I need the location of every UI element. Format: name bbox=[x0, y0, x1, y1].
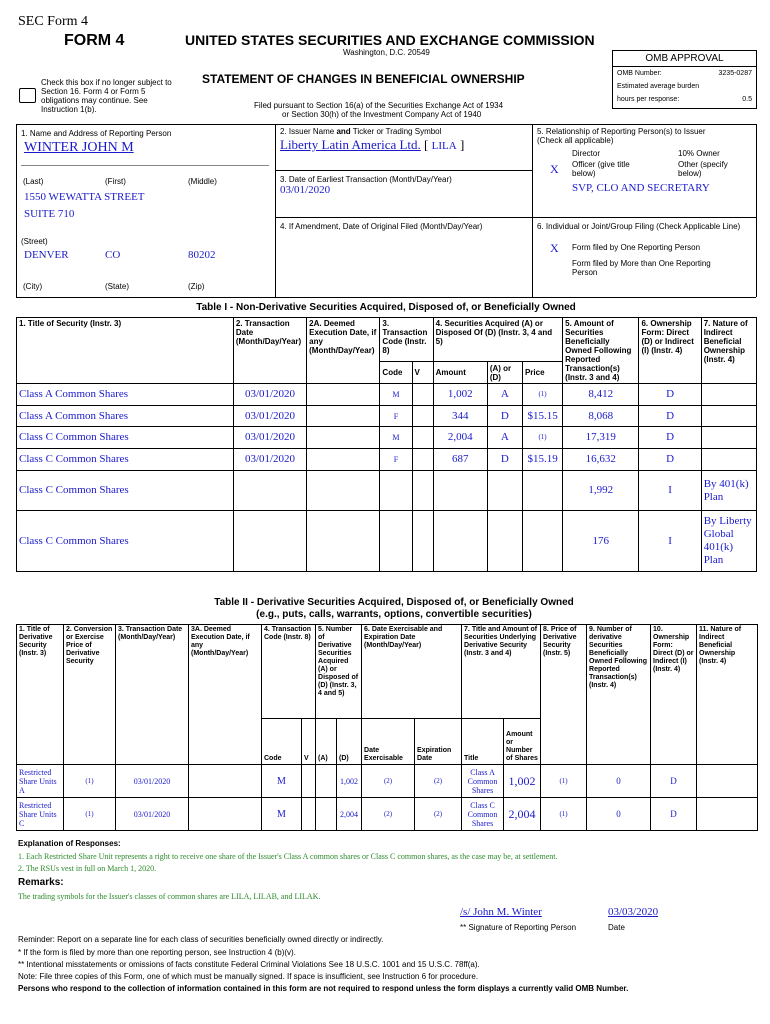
omb-number: 3235-0287 bbox=[718, 70, 752, 77]
t2-cell-price: (1) bbox=[541, 765, 587, 798]
one-person-check-mark[interactable]: X bbox=[550, 241, 559, 255]
state-value: CO bbox=[105, 249, 121, 261]
t1-sub-code: Code bbox=[380, 362, 412, 384]
t1-cell-date: 03/01/2020 bbox=[233, 427, 306, 449]
filed-pursuant-2: or Section 30(h) of the Investment Company Act of 1940 bbox=[282, 110, 482, 119]
table-row bbox=[17, 406, 757, 427]
t1-header-code: 3. Transaction Code (Instr. 8) bbox=[380, 318, 433, 362]
t1-cell-ad bbox=[487, 511, 522, 572]
t2-header-form: 10. Ownership Form: Direct (D) or Indirect (I) (Instr. 4) bbox=[651, 625, 697, 765]
t2-cell-exercisable: (2) bbox=[362, 765, 415, 798]
t1-cell-form: D bbox=[639, 427, 701, 449]
box3-label: 3. Date of Earliest Transaction (Month/Day/Year) bbox=[280, 175, 452, 184]
omb-hours: 0.5 bbox=[742, 96, 752, 103]
t1-cell-ad bbox=[487, 471, 522, 511]
remarks-heading: Remarks: bbox=[18, 877, 64, 888]
t1-sub-amount: Amount bbox=[433, 362, 487, 384]
t2-cell-conversion: (1) bbox=[64, 798, 116, 831]
box2-label: 2. Issuer Name and Ticker or Trading Symbol bbox=[280, 127, 442, 136]
t1-cell-deemed bbox=[307, 406, 380, 427]
t1-header-amount-owned: 5. Amount of Securities Beneficially Owned Following Reported Transaction(s) (Instr. 3 and 4) bbox=[563, 318, 639, 384]
table-row bbox=[17, 798, 758, 831]
omb-notice: Persons who respond to the collection of information contained in this form are not required to respond unless the form displays a currently valid OMB Number. bbox=[18, 984, 629, 993]
t1-cell-nature bbox=[701, 406, 756, 427]
t1-cell-form: I bbox=[639, 511, 701, 572]
t2-header-underlying: 7. Title and Amount of Securities Underlying Derivative Security (Instr. 3 and 4) bbox=[462, 625, 541, 719]
t2-header-deemed: 3A. Deemed Execution Date, if any (Month/Day/Year) bbox=[189, 625, 262, 765]
t1-cell-date: 03/01/2020 bbox=[233, 384, 306, 406]
no-longer-subject-checkbox[interactable] bbox=[19, 88, 36, 103]
t2-cell-a bbox=[316, 798, 337, 831]
date-label: Date bbox=[608, 923, 625, 932]
table-row bbox=[17, 765, 758, 798]
t2-cell-security: Restricted Share Units C bbox=[17, 798, 64, 831]
t2-cell-date: 03/01/2020 bbox=[116, 765, 189, 798]
t1-cell-title: Class C Common Shares bbox=[17, 427, 234, 449]
table-row bbox=[17, 449, 757, 471]
t1-cell-price bbox=[522, 511, 562, 572]
ten-percent-option: 10% Owner bbox=[678, 149, 720, 158]
officer-check-mark[interactable]: X bbox=[550, 162, 559, 176]
t1-cell-price: (1) bbox=[522, 427, 562, 449]
signature-label: ** Signature of Reporting Person bbox=[460, 923, 577, 932]
t1-cell-v bbox=[412, 384, 433, 406]
table-row bbox=[17, 384, 757, 406]
t1-cell-deemed bbox=[307, 427, 380, 449]
other-option: Other (specify below) bbox=[678, 160, 728, 178]
t2-sub-exp: Expiration Date bbox=[415, 719, 462, 765]
remarks-text: The trading symbols for the Issuer's classes of common shares are LILA, LILAB, and LILAK. bbox=[18, 892, 321, 901]
city-label: (City) bbox=[23, 282, 43, 291]
t2-cell-v bbox=[302, 798, 316, 831]
t1-cell-code: F bbox=[380, 406, 412, 427]
t1-cell-deemed bbox=[307, 449, 380, 471]
t2-header-nature: 11. Nature of Indirect Beneficial Ownership (Instr. 4) bbox=[697, 625, 758, 765]
no-longer-subject-text: Check this box if no longer subject to Section 16. Form 4 or Form 5 obligations may continue. See Instruction 1(b). bbox=[41, 78, 172, 114]
omb-hours-label: hours per response: bbox=[617, 96, 680, 103]
t2-header-exercisable: 6. Date Exercisable and Expiration Date (Month/Day/Year) bbox=[362, 625, 462, 719]
t1-sub-v: V bbox=[412, 362, 433, 384]
t1-cell-code: M bbox=[380, 427, 412, 449]
t1-cell-code: F bbox=[380, 449, 412, 471]
t2-cell-owned: 0 bbox=[587, 765, 651, 798]
t1-cell-nature bbox=[701, 427, 756, 449]
instruction-star-2: ** Intentional misstatements or omissions of facts constitute Federal Criminal Violations See 18 U.S.C. 1001 and 15 U.S.C. 78ff(a). bbox=[18, 960, 480, 969]
last-label: (Last) bbox=[23, 177, 44, 186]
form-title: FORM 4 bbox=[64, 32, 125, 49]
t1-cell-nature: By Liberty Global 401(k) Plan bbox=[701, 511, 756, 572]
t2-cell-amount: 1,002 bbox=[504, 765, 541, 798]
t2-sub-title: Title bbox=[462, 719, 504, 765]
t2-cell-conversion: (1) bbox=[64, 765, 116, 798]
explanation-heading: Explanation of Responses: bbox=[18, 839, 121, 848]
t1-cell-ad: D bbox=[487, 406, 522, 427]
t2-header-number: 5. Number of Derivative Securities Acquired (A) or Disposed of (D) (Instr. 3, 4 and 5) bbox=[316, 625, 362, 719]
t1-cell-nature bbox=[701, 384, 756, 406]
t2-cell-amount: 2,004 bbox=[504, 798, 541, 831]
t2-cell-v bbox=[302, 765, 316, 798]
t1-cell-v bbox=[412, 449, 433, 471]
t1-cell-form: D bbox=[639, 406, 701, 427]
t2-cell-exercisable: (2) bbox=[362, 798, 415, 831]
t1-cell-title: Class A Common Shares bbox=[17, 384, 234, 406]
t2-cell-d: 2,004 bbox=[337, 798, 362, 831]
box4-label: 4. If Amendment, Date of Original Filed (Month/Day/Year) bbox=[280, 222, 483, 231]
signature-date: 03/03/2020 bbox=[608, 906, 659, 918]
street-label: (Street) bbox=[21, 237, 48, 246]
t1-cell-owned: 8,068 bbox=[563, 406, 639, 427]
reporting-person-name[interactable]: WINTER JOHN M bbox=[24, 140, 134, 155]
t2-sub-v: V bbox=[302, 719, 316, 765]
t1-cell-owned: 16,632 bbox=[563, 449, 639, 471]
t2-header-owned: 9. Number of derivative Securities Beneficially Owned Following Reported Transaction(s) (Instr. 4) bbox=[587, 625, 651, 765]
t1-cell-ad: A bbox=[487, 427, 522, 449]
t2-cell-code: M bbox=[262, 765, 302, 798]
t1-header-nature: 7. Nature of Indirect Beneficial Ownership (Instr. 4) bbox=[701, 318, 756, 384]
table2-body bbox=[17, 765, 758, 831]
more-person-option: Form filed by More than One Reporting Person bbox=[572, 259, 711, 277]
issuer-name-link[interactable]: Liberty Latin America Ltd. bbox=[280, 137, 421, 152]
t1-cell-deemed bbox=[307, 471, 380, 511]
t1-header-title: 1. Title of Security (Instr. 3) bbox=[17, 318, 234, 384]
t2-cell-d: 1,002 bbox=[337, 765, 362, 798]
t2-cell-expiration: (2) bbox=[415, 765, 462, 798]
director-option: Director bbox=[572, 149, 601, 158]
t2-cell-title: Class C Common Shares bbox=[462, 798, 504, 831]
t2-cell-nature bbox=[697, 765, 758, 798]
t1-cell-nature bbox=[701, 449, 756, 471]
omb-approval-box bbox=[612, 50, 757, 109]
t1-cell-code bbox=[380, 471, 412, 511]
t2-header-conversion: 2. Conversion or Exercise Price of Derivative Security bbox=[64, 625, 116, 765]
signature: /s/ John M. Winter bbox=[460, 906, 542, 918]
t1-header-ownership-form: 6. Ownership Form: Direct (D) or Indirect (I) (Instr. 4) bbox=[639, 318, 701, 384]
officer-title: SVP, CLO AND SECRETARY bbox=[572, 182, 710, 194]
t1-cell-amount: 2,004 bbox=[433, 427, 487, 449]
sec-form-label: SEC Form 4 bbox=[18, 14, 89, 29]
city-value: DENVER bbox=[24, 249, 69, 261]
footnote-1: 1. Each Restricted Share Unit represents a right to receive one share of the Issuer's Class A common shares or Class C common shares, as the case may be, at settlement. bbox=[18, 852, 558, 861]
t1-cell-amount: 344 bbox=[433, 406, 487, 427]
t2-cell-deemed bbox=[189, 798, 262, 831]
t1-cell-form: I bbox=[639, 471, 701, 511]
table1 bbox=[16, 317, 757, 572]
t2-sub-a: (A) bbox=[316, 719, 337, 765]
commission-title: UNITED STATES SECURITIES AND EXCHANGE COMMISSION bbox=[185, 32, 595, 48]
t1-sub-aord: (A) or (D) bbox=[487, 362, 522, 384]
statement-title: STATEMENT OF CHANGES IN BENEFICIAL OWNERSHIP bbox=[202, 72, 525, 86]
t1-cell-code: M bbox=[380, 384, 412, 406]
t1-cell-owned: 8,412 bbox=[563, 384, 639, 406]
t2-cell-owned: 0 bbox=[587, 798, 651, 831]
state-label: (State) bbox=[105, 282, 130, 291]
zip-value: 80202 bbox=[188, 249, 216, 261]
t1-cell-form: D bbox=[639, 449, 701, 471]
t1-cell-nature: By 401(k) Plan bbox=[701, 471, 756, 511]
table1-body bbox=[17, 384, 757, 572]
t2-cell-deemed bbox=[189, 765, 262, 798]
t2-sub-d: (D) bbox=[337, 719, 362, 765]
t1-cell-price bbox=[522, 471, 562, 511]
reminder-text: Reminder: Report on a separate line for each class of securities beneficially owned directly or indirectly. bbox=[18, 935, 384, 944]
t2-sub-amount: Amount or Number of Shares bbox=[504, 719, 541, 765]
t2-header-title: 1. Title of Derivative Security (Instr. 3) bbox=[17, 625, 64, 765]
t1-cell-deemed bbox=[307, 511, 380, 572]
omb-burden-label: Estimated average burden bbox=[617, 83, 700, 90]
t2-cell-nature bbox=[697, 798, 758, 831]
t1-cell-ad: A bbox=[487, 384, 522, 406]
t1-cell-price: (1) bbox=[522, 384, 562, 406]
t1-cell-v bbox=[412, 406, 433, 427]
t1-cell-price: $15.15 bbox=[522, 406, 562, 427]
zip-label: (Zip) bbox=[188, 282, 205, 291]
t2-sub-code: Code bbox=[262, 719, 302, 765]
issuer-line: Liberty Latin America Ltd. [ LILA ] bbox=[280, 137, 465, 152]
street-line-2: SUITE 710 bbox=[24, 208, 75, 220]
t2-header-code: 4. Transaction Code (Instr. 8) bbox=[262, 625, 316, 719]
t1-cell-date: 03/01/2020 bbox=[233, 406, 306, 427]
table-row bbox=[17, 511, 757, 572]
middle-label: (Middle) bbox=[188, 177, 217, 186]
t1-cell-owned: 176 bbox=[563, 511, 639, 572]
t1-sub-price: Price bbox=[522, 362, 562, 384]
t2-cell-expiration: (2) bbox=[415, 798, 462, 831]
t2-cell-form: D bbox=[651, 765, 697, 798]
t1-header-date: 2. Transaction Date (Month/Day/Year) bbox=[233, 318, 306, 384]
t1-cell-ad: D bbox=[487, 449, 522, 471]
officer-option: Officer (give title below) bbox=[572, 160, 630, 178]
t1-cell-amount bbox=[433, 471, 487, 511]
t1-header-deemed: 2A. Deemed Execution Date, if any (Month/Day/Year) bbox=[307, 318, 380, 384]
table-row bbox=[17, 471, 757, 511]
box1-label: 1. Name and Address of Reporting Person bbox=[21, 129, 172, 138]
t1-cell-title: Class A Common Shares bbox=[17, 406, 234, 427]
t2-cell-title: Class A Common Shares bbox=[462, 765, 504, 798]
box5-label: 5. Relationship of Reporting Person(s) to Issuer (Check all applicable) bbox=[537, 127, 706, 145]
t1-cell-date bbox=[233, 511, 306, 572]
omb-number-label: OMB Number: bbox=[617, 70, 662, 77]
footnote-2: 2. The RSUs vest in full on March 1, 2020. bbox=[18, 864, 157, 873]
t1-cell-title: Class C Common Shares bbox=[17, 449, 234, 471]
t2-cell-form: D bbox=[651, 798, 697, 831]
t2-cell-code: M bbox=[262, 798, 302, 831]
table-row bbox=[17, 427, 757, 449]
box6-label: 6. Individual or Joint/Group Filing (Check Applicable Line) bbox=[537, 222, 741, 231]
t1-cell-v bbox=[412, 471, 433, 511]
file-copies-note: Note: File three copies of this Form, one of which must be manually signed. If space is insufficient, see Instruction 6 for procedure. bbox=[18, 972, 479, 981]
t1-cell-v bbox=[412, 511, 433, 572]
t1-cell-price: $15.19 bbox=[522, 449, 562, 471]
t1-cell-title: Class C Common Shares bbox=[17, 511, 234, 572]
ticker-symbol: LILA bbox=[431, 140, 457, 152]
one-person-option: Form filed by One Reporting Person bbox=[572, 243, 701, 252]
t1-cell-amount: 687 bbox=[433, 449, 487, 471]
t1-cell-form: D bbox=[639, 384, 701, 406]
omb-title: OMB APPROVAL bbox=[613, 51, 756, 67]
t2-cell-a bbox=[316, 765, 337, 798]
t1-cell-amount bbox=[433, 511, 487, 572]
table2-title: Table II - Derivative Securities Acquired, Disposed of, or Beneficially Owned (e.g., puts, calls, warrants, options, convertible securities) bbox=[214, 597, 574, 620]
t1-header-acquired: 4. Securities Acquired (A) or Disposed Of (D) (Instr. 3, 4 and 5) bbox=[433, 318, 563, 362]
instruction-star-1: * If the form is filed by more than one reporting person, see Instruction 4 (b)(v). bbox=[18, 948, 296, 957]
t1-cell-date: 03/01/2020 bbox=[233, 449, 306, 471]
t2-header-date: 3. Transaction Date (Month/Day/Year) bbox=[116, 625, 189, 765]
table2 bbox=[16, 624, 758, 831]
street-line-1: 1550 WEWATTA STREET bbox=[24, 191, 145, 203]
first-label: (First) bbox=[105, 177, 126, 186]
t1-cell-date bbox=[233, 471, 306, 511]
commission-location: Washington, D.C. 20549 bbox=[343, 48, 430, 57]
t2-sub-date-ex: Date Exercisable bbox=[362, 719, 415, 765]
t1-cell-deemed bbox=[307, 384, 380, 406]
t2-cell-security: Restricted Share Units A bbox=[17, 765, 64, 798]
t1-cell-title: Class C Common Shares bbox=[17, 471, 234, 511]
table1-title: Table I - Non-Derivative Securities Acquired, Disposed of, or Beneficially Owned bbox=[196, 302, 576, 313]
t1-cell-v bbox=[412, 427, 433, 449]
t1-cell-owned: 1,992 bbox=[563, 471, 639, 511]
t2-cell-date: 03/01/2020 bbox=[116, 798, 189, 831]
earliest-transaction-date: 03/01/2020 bbox=[280, 184, 331, 196]
t1-cell-owned: 17,319 bbox=[563, 427, 639, 449]
t1-cell-amount: 1,002 bbox=[433, 384, 487, 406]
filed-pursuant-1: Filed pursuant to Section 16(a) of the Securities Exchange Act of 1934 bbox=[254, 101, 504, 110]
t1-cell-code bbox=[380, 511, 412, 572]
t2-cell-price: (1) bbox=[541, 798, 587, 831]
t2-header-price: 8. Price of Derivative Security (Instr. 5) bbox=[541, 625, 587, 765]
